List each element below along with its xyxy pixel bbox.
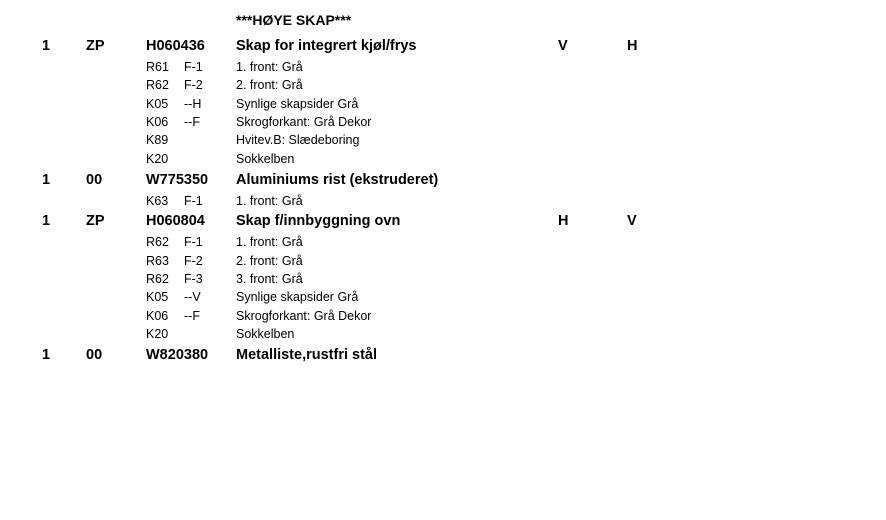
- option-code: K05: [146, 290, 169, 304]
- option-row: [0, 78, 886, 96]
- item-description: Skap for integrert kjøl/frys: [236, 38, 417, 54]
- option-text: Skrogforkant: Grå Dekor: [236, 115, 372, 129]
- option-variant: F-2: [184, 78, 203, 92]
- option-text: Sokkelben: [236, 327, 295, 341]
- option-text: 1. front: Grå: [236, 194, 303, 208]
- option-row: [0, 133, 886, 151]
- option-variant: --F: [184, 309, 200, 323]
- item-quantity: 1: [42, 347, 51, 363]
- item-hinge-right: H: [627, 38, 638, 54]
- option-row: [0, 235, 886, 253]
- option-row: [0, 115, 886, 133]
- item-code: H060436: [146, 38, 205, 54]
- option-code: K20: [146, 152, 169, 166]
- item-hinge-left: V: [558, 38, 568, 54]
- item-type: ZP: [86, 213, 105, 229]
- option-code: R62: [146, 235, 169, 249]
- item-code: W775350: [146, 172, 209, 188]
- item-description: Skap f/innbyggning ovn: [236, 213, 401, 229]
- option-row: [0, 327, 886, 345]
- option-variant: --F: [184, 115, 200, 129]
- option-text: Synlige skapsider Grå: [236, 97, 359, 111]
- option-variant: --V: [184, 290, 201, 304]
- item-type: 00: [86, 347, 103, 363]
- option-text: Synlige skapsider Grå: [236, 290, 359, 304]
- option-variant: --H: [184, 97, 202, 111]
- item-row: [0, 172, 886, 192]
- option-row: [0, 97, 886, 115]
- option-row: [0, 194, 886, 212]
- option-text: Sokkelben: [236, 152, 295, 166]
- option-text: Skrogforkant: Grå Dekor: [236, 309, 372, 323]
- option-row: [0, 290, 886, 308]
- option-code: K20: [146, 327, 169, 341]
- item-quantity: 1: [42, 172, 51, 188]
- option-text: 2. front: Grå: [236, 254, 303, 268]
- option-text: 3. front: Grå: [236, 272, 303, 286]
- section-heading: ***HØYE SKAP***: [236, 12, 352, 28]
- option-variant: F-1: [184, 235, 203, 249]
- option-row: [0, 254, 886, 272]
- option-variant: F-3: [184, 272, 203, 286]
- option-code: K06: [146, 115, 169, 129]
- item-code: W820380: [146, 347, 209, 363]
- option-code: K89: [146, 133, 169, 147]
- option-code: K06: [146, 309, 169, 323]
- option-row: [0, 60, 886, 78]
- option-code: R62: [146, 272, 169, 286]
- item-type: 00: [86, 172, 103, 188]
- option-variant: F-1: [184, 60, 203, 74]
- item-description: Metalliste,rustfri stål: [236, 347, 378, 363]
- item-type: ZP: [86, 38, 105, 54]
- option-variant: F-2: [184, 254, 203, 268]
- item-hinge-right: V: [627, 213, 637, 229]
- option-code: K05: [146, 97, 169, 111]
- option-code: K63: [146, 194, 169, 208]
- option-text: Hvitev.B: Slædeboring: [236, 133, 360, 147]
- option-text: 2. front: Grå: [236, 78, 303, 92]
- option-code: R62: [146, 78, 169, 92]
- item-row: [0, 38, 886, 58]
- item-hinge-left: H: [558, 213, 569, 229]
- option-code: R63: [146, 254, 169, 268]
- option-text: 1. front: Grå: [236, 235, 303, 249]
- item-code: H060804: [146, 213, 205, 229]
- option-text: 1. front: Grå: [236, 60, 303, 74]
- item-quantity: 1: [42, 38, 51, 54]
- option-row: [0, 152, 886, 170]
- option-row: [0, 309, 886, 327]
- item-description: Aluminiums rist (ekstruderet): [236, 172, 439, 188]
- option-code: R61: [146, 60, 169, 74]
- item-row: [0, 213, 886, 233]
- option-variant: F-1: [184, 194, 203, 208]
- item-quantity: 1: [42, 213, 51, 229]
- option-row: [0, 272, 886, 290]
- item-row: [0, 347, 886, 367]
